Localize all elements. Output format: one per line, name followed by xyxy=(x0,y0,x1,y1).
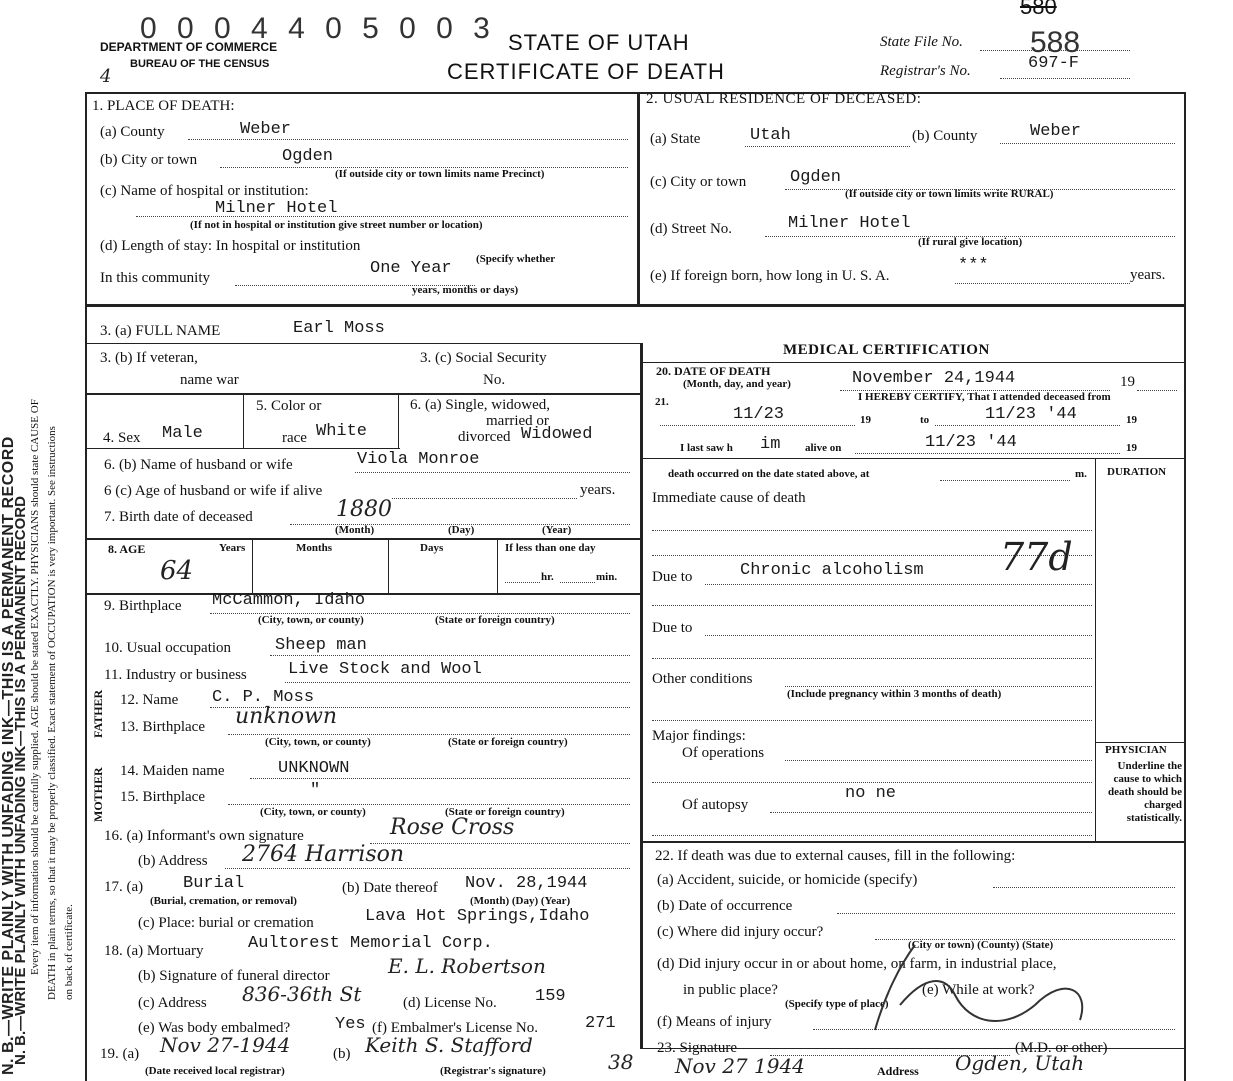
burial-value: Burial xyxy=(183,874,245,893)
length-of-stay-label: (d) Length of stay: In hospital or institution xyxy=(100,238,361,254)
birthplace-city-note: (City, town, or county) xyxy=(258,614,364,626)
foreign-born-label: (e) If foreign born, how long in U. S. A. xyxy=(650,268,890,284)
marital-label-1: 6. (a) Single, widowed, xyxy=(410,397,550,413)
father-city-note: (City, town, or county) xyxy=(265,736,371,748)
certify-text: I HEREBY CERTIFY, That I attended deceased from xyxy=(858,391,1111,403)
alive-on-label: alive on xyxy=(805,442,842,454)
received-note: (Date received local registrar) xyxy=(145,1065,285,1077)
marital-label-3: divorced xyxy=(458,429,511,445)
occupation-value: Sheep man xyxy=(275,636,367,655)
year-label: (Year) xyxy=(542,524,572,536)
means-of-injury-label: (f) Means of injury xyxy=(657,1014,772,1030)
full-name-label: 3. (a) FULL NAME xyxy=(100,323,221,339)
race-label: race xyxy=(282,430,307,446)
burial-date-label: (b) Date thereof xyxy=(342,880,438,896)
residence-county-label: (b) County xyxy=(912,128,978,144)
informant-address-value: 2764 Harrison xyxy=(242,842,405,867)
immediate-cause-label: Immediate cause of death xyxy=(652,490,806,506)
mortuary-label: 18. (a) Mortuary xyxy=(104,943,204,959)
md-label: (M.D. or other) xyxy=(1015,1040,1108,1056)
residence-county-value: Weber xyxy=(1030,122,1082,141)
veteran-label-2: name war xyxy=(180,372,239,388)
occupation-label: 10. Usual occupation xyxy=(104,640,232,656)
top-right-mark: 580 xyxy=(1020,0,1057,19)
operations-label: Of operations xyxy=(682,745,765,761)
state-file-number: 588 xyxy=(1030,26,1081,59)
death-city-note: (If outside city or town limits name Precinct) xyxy=(335,168,545,180)
margin-instructions-1: Every item of information should be carefully supplied. AGE should be stated EXACTLY. PHYSICIANS should state CAUSE OF xyxy=(29,399,41,975)
burial-date-value: Nov. 28,1944 xyxy=(465,874,588,893)
marital-value: Widowed xyxy=(521,425,593,444)
registrar-signature-label: (b) xyxy=(333,1046,351,1062)
physician-box-text: Underline the cause to which death should be charged statistically. xyxy=(1108,760,1182,824)
corner-mark: 4 xyxy=(100,66,112,87)
age-days-label: Days xyxy=(420,542,444,554)
specify-note-2: years, months or days) xyxy=(412,284,519,296)
death-county-label: (a) County xyxy=(100,124,165,140)
due-to-label-2: Due to xyxy=(652,620,693,636)
other-conditions-note: (Include pregnancy within 3 months of death) xyxy=(787,688,1002,700)
father-side-label: FATHER xyxy=(91,689,105,738)
day-label: (Day) xyxy=(448,524,475,536)
license-value: 159 xyxy=(535,987,566,1006)
spouse-label: 6. (b) Name of husband or wife xyxy=(104,457,293,473)
embalmer-license-label: (f) Embalmer's License No. xyxy=(372,1020,538,1036)
date-of-death-19: 19 xyxy=(1120,374,1135,390)
father-state-note: (State or foreign country) xyxy=(448,736,568,748)
sex-label: 4. Sex xyxy=(103,430,141,446)
street-label: (d) Street No. xyxy=(650,221,733,237)
where-injury-label: (c) Where did injury occur? xyxy=(657,924,824,940)
due-to-value-1: Chronic alcoholism xyxy=(740,561,924,580)
community-label: In this community xyxy=(100,270,210,286)
death-city-value: Ogden xyxy=(282,147,334,166)
director-address-label: (c) Address xyxy=(138,995,207,1011)
duration-label: DURATION xyxy=(1107,466,1167,478)
burial-label: 17. (a) xyxy=(104,879,144,895)
birth-date-label: 7. Birth date of deceased xyxy=(104,509,253,525)
signature-address-label: Address xyxy=(877,1064,919,1078)
certify-number: 21. xyxy=(655,396,669,408)
hospital-label: (c) Name of hospital or institution: xyxy=(100,183,309,199)
while-at-work-label: (e) While at work? xyxy=(922,982,1035,998)
race-value: White xyxy=(316,422,368,441)
industry-label: 11. Industry or business xyxy=(104,667,247,683)
informant-address-label: (b) Address xyxy=(138,853,208,869)
foreign-born-value: *** xyxy=(958,256,989,275)
date-of-death-value: November 24,1944 xyxy=(852,369,1016,388)
other-conditions-label: Other conditions xyxy=(652,671,753,687)
father-name-value: C. P. Moss xyxy=(212,688,315,707)
attended-from-19: 19 xyxy=(860,414,871,426)
burial-date-note: (Month) (Day) (Year) xyxy=(470,895,571,907)
min-label: min. xyxy=(596,571,618,583)
mother-side-label: MOTHER xyxy=(91,767,105,822)
street-value: Milner Hotel xyxy=(788,214,911,233)
father-birthplace-value: unknown xyxy=(235,704,338,729)
burial-note: (Burial, cremation, or removal) xyxy=(150,895,297,907)
age-label: 8. AGE xyxy=(108,542,146,556)
attended-to-label: to xyxy=(920,414,930,426)
signature-label: 23. Signature xyxy=(657,1040,737,1056)
attended-to-value: 11/23 '44 xyxy=(985,405,1077,424)
birth-date-value: 1880 xyxy=(336,497,392,522)
occurred-label: death occurred on the date stated above, at xyxy=(668,468,870,480)
informant-signature-label: 16. (a) Informant's own signature xyxy=(104,828,304,844)
spouse-value: Viola Monroe xyxy=(357,450,480,469)
mother-city-note: (City, town, or county) xyxy=(260,806,366,818)
registrar-number-handwritten: 38 xyxy=(608,1050,634,1074)
age-months-label: Months xyxy=(296,542,333,554)
registrar-signature-note: (Registrar's signature) xyxy=(440,1065,546,1077)
margin-warning-2: N. B.—WRITE PLAINLY WITH UNFADING INK—THIS IS A PERMANENT RECORD xyxy=(12,496,29,1065)
alive-on-value: 11/23 '44 xyxy=(925,433,1017,452)
home-injury-label: (d) Did injury occur in or about home, on farm, in industrial place, xyxy=(657,956,1057,972)
received-value: Nov 27-1944 xyxy=(160,1033,291,1057)
state-file-label: State File No. xyxy=(880,34,963,50)
medical-heading: MEDICAL CERTIFICATION xyxy=(783,342,990,358)
funeral-director-label: (b) Signature of funeral director xyxy=(138,968,330,984)
state-heading: STATE OF UTAH xyxy=(508,30,690,55)
residence-state-label: (a) State xyxy=(650,131,701,147)
birthplace-value: McCammon, Idaho xyxy=(212,591,366,610)
registrar-signature-value: Keith S. Stafford xyxy=(365,1033,533,1057)
less-than-day-label: If less than one day xyxy=(505,542,596,554)
birthplace-state-note: (State or foreign country) xyxy=(435,614,555,626)
social-security-label-2: No. xyxy=(483,372,506,388)
alive-on-19: 19 xyxy=(1126,442,1137,454)
full-name-value: Earl Moss xyxy=(293,319,385,338)
burial-place-value: Lava Hot Springs,Idaho xyxy=(365,907,590,926)
signature-address: Ogden, Utah xyxy=(955,1051,1085,1075)
physician-box-title: PHYSICIAN xyxy=(1105,744,1167,756)
embalmed-label: (e) Was body embalmed? xyxy=(138,1020,291,1036)
where-injury-note: (City or town) (County) (State) xyxy=(908,939,1054,951)
foreign-born-years: years. xyxy=(1130,267,1166,283)
spouse-age-years: years. xyxy=(580,482,616,498)
major-findings-label: Major findings: xyxy=(652,728,746,744)
occurrence-label: (b) Date of occurrence xyxy=(657,898,793,914)
month-label: (Month) xyxy=(335,524,375,536)
death-city-label: (b) City or town xyxy=(100,152,198,168)
due-to-label-1: Due to xyxy=(652,569,693,585)
residence-heading: 2. USUAL RESIDENCE OF DECEASED: xyxy=(646,91,922,107)
mother-state-note: (State or foreign country) xyxy=(445,806,565,818)
burial-place-label: (c) Place: burial or cremation xyxy=(138,915,314,931)
occurred-m: m. xyxy=(1075,468,1087,480)
date-of-death-label: 20. DATE OF DEATH xyxy=(656,364,771,378)
certificate-title: CERTIFICATE OF DEATH xyxy=(447,59,725,84)
birthplace-label: 9. Birthplace xyxy=(104,598,182,614)
date-of-death-note: (Month, day, and year) xyxy=(683,378,791,390)
specify-place-note: (Specify type of place) xyxy=(785,998,889,1010)
handwritten-scribble xyxy=(805,935,1105,1045)
department-label: DEPARTMENT OF COMMERCE xyxy=(100,40,278,54)
received-label: 19. (a) xyxy=(100,1046,140,1062)
maiden-name-label: 14. Maiden name xyxy=(120,763,225,779)
autopsy-value: no ne xyxy=(845,784,897,803)
margin-warning-1: N. B.—WRITE PLAINLY WITH UNFADING INK—THIS IS A PERMANENT RECORD xyxy=(0,436,17,1075)
attended-to-19: 19 xyxy=(1126,414,1137,426)
mother-birthplace-value: " xyxy=(310,781,321,800)
cause-code: 77d xyxy=(1000,535,1073,579)
sex-value: Male xyxy=(162,424,203,443)
death-county-value: Weber xyxy=(240,120,292,139)
residence-city-note: (If outside city or town limits write RURAL) xyxy=(845,188,1054,200)
informant-signature-value: Rose Cross xyxy=(390,815,515,840)
accident-label: (a) Accident, suicide, or homicide (specify) xyxy=(657,872,918,888)
specify-note: (Specify whether xyxy=(476,253,556,265)
father-birthplace-label: 13. Birthplace xyxy=(120,719,205,735)
public-place-label: in public place? xyxy=(683,982,778,998)
industry-value: Live Stock and Wool xyxy=(288,660,482,679)
license-label: (d) License No. xyxy=(403,995,497,1011)
maiden-name-value: UNKNOWN xyxy=(278,759,350,778)
residence-city-value: Ogden xyxy=(790,168,842,187)
residence-city-label: (c) City or town xyxy=(650,174,747,190)
margin-instructions-3: on back of certificate. xyxy=(63,904,75,1000)
place-of-death-heading: 1. PLACE OF DEATH: xyxy=(92,98,235,114)
embalmed-value: Yes xyxy=(335,1015,366,1034)
embalmer-license-value: 271 xyxy=(585,1014,616,1033)
registrar-number: 697-F xyxy=(1028,54,1080,73)
hr-label: hr. xyxy=(541,571,554,583)
street-note: (If rural give location) xyxy=(918,236,1023,248)
funeral-director-value: E. L. Robertson xyxy=(388,954,546,978)
age-value: 64 xyxy=(160,556,194,586)
residence-state-value: Utah xyxy=(750,126,791,145)
margin-instructions-2: DEATH in plain terms, so that it may be properly classified. Exact statement of OCCUPATION is very important. See instructions xyxy=(46,426,58,1000)
last-saw-label: I last saw h xyxy=(680,442,733,454)
veteran-label: 3. (b) If veteran, xyxy=(100,350,198,366)
registrar-number-label: Registrar's No. xyxy=(880,63,971,79)
father-name-label: 12. Name xyxy=(120,692,179,708)
hospital-note: (If not in hospital or institution give street number or location) xyxy=(190,219,483,231)
color-label: 5. Color or xyxy=(256,398,322,414)
mother-birthplace-label: 15. Birthplace xyxy=(120,789,205,805)
spouse-age-label: 6 (c) Age of husband or wife if alive xyxy=(104,483,323,499)
marital-label-2: married or xyxy=(486,413,549,429)
signature-date: Nov 27 1944 xyxy=(675,1054,805,1078)
social-security-label: 3. (c) Social Security xyxy=(420,350,547,366)
bureau-label: BUREAU OF THE CENSUS xyxy=(130,58,270,70)
last-saw-him: im xyxy=(760,435,781,454)
control-number: 0 0 0 4 4 0 5 0 0 3 xyxy=(140,12,496,45)
age-years-label: Years xyxy=(219,542,246,554)
mortuary-value: Aultorest Memorial Corp. xyxy=(248,934,493,953)
director-address-value: 836-36th St xyxy=(242,982,362,1006)
external-causes-heading: 22. If death was due to external causes, fill in the following: xyxy=(655,848,1016,864)
hospital-value: Milner Hotel xyxy=(215,199,338,218)
autopsy-label: Of autopsy xyxy=(682,797,749,813)
community-value: One Year xyxy=(370,259,452,278)
attended-from-value: 11/23 xyxy=(733,405,785,424)
